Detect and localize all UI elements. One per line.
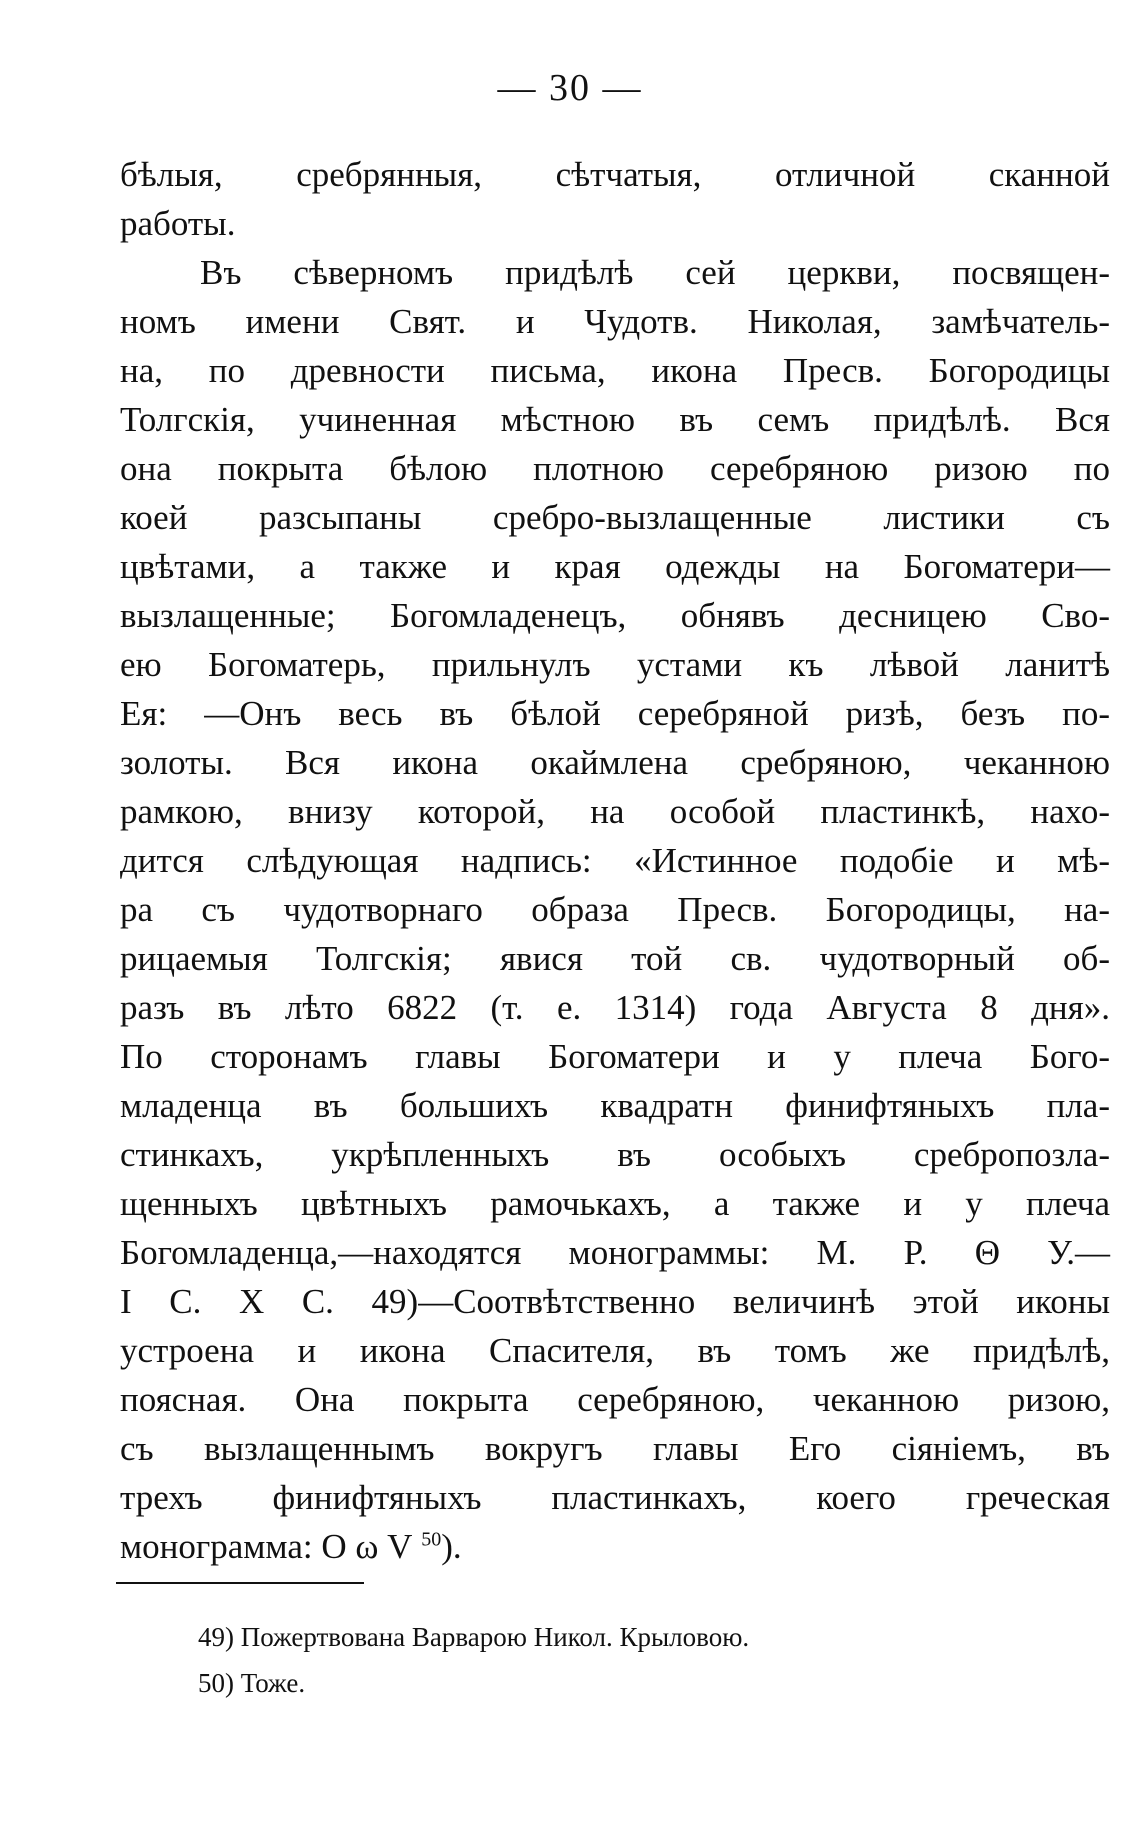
monogram-text: монограмма: О ω V: [120, 1527, 413, 1566]
footnote-49: 49) Пожертвована Варварою Никол. Крыловою.: [198, 1622, 750, 1652]
text-line: Богомладенца,—находятся монограммы: М. Р. Θ У.—: [120, 1233, 1110, 1272]
text-line-final: [120, 1522, 1110, 1571]
text-line: По сторонамъ главы Богоматери и у плеча Бого-: [120, 1037, 1110, 1076]
text-line: младенца въ большихъ квадратн финифтяныхъ пла-: [120, 1086, 1110, 1125]
text-line: бѣлыя, сребрянныя, сѣтчатыя, отличной сканной: [120, 155, 1110, 194]
text-line: разъ въ лѣто 6822 (т. е. 1314) года Августа 8 дня».: [120, 988, 1110, 1027]
main-text: [120, 150, 1110, 1571]
text-line: цвѣтами, а также и края одежды на Богоматери—: [120, 547, 1110, 586]
text-line: щенныхъ цвѣтныхъ рамочькахъ, а также и у плеча: [120, 1184, 1110, 1223]
footnote-50: 50) Тоже.: [198, 1668, 306, 1698]
text-line: I С. X С. 49)—Соотвѣтственно величинѣ этой иконы: [120, 1282, 1110, 1321]
text-line: номъ имени Свят. и Чудотв. Николая, замѣчатель-: [120, 302, 1110, 341]
text-line: золоты. Вся икона окаймлена сребряною, чеканною: [120, 743, 1110, 782]
footnotes: [198, 1614, 749, 1706]
text-line: поясная. Она покрыта серебряною, чеканною ризою,: [120, 1380, 1110, 1419]
text-line: она покрыта бѣлою плотною серебряною ризою по: [120, 449, 1110, 488]
text-line: съ вызлащеннымъ вокругъ главы Его сіяніемъ, въ: [120, 1429, 1110, 1468]
text-line: рамкою, внизу которой, на особой пластинкѣ, нахо-: [120, 792, 1110, 831]
footnote-divider: [116, 1582, 364, 1584]
footnote-ref-50: 50: [421, 1528, 442, 1551]
text-line: Толгскія, учиненная мѣстною въ семъ придѣлѣ. Вся: [120, 400, 1110, 439]
text-line: стинкахъ, укрѣпленныхъ въ особыхъ сребропозла-: [120, 1135, 1110, 1174]
text-line: Ея: —Онъ весь въ бѣлой серебряной ризѣ, безъ по-: [120, 694, 1110, 733]
page-number: — 30 —: [497, 67, 643, 109]
text-line: на, по древности письма, икона Пресв. Богородицы: [120, 351, 1110, 390]
text-line: вызлащенные; Богомладенецъ, обнявъ десницею Сво-: [120, 596, 1110, 635]
text-line: коей разсыпаны сребро-вызлащенные листики съ: [120, 498, 1110, 537]
text-line: ра съ чудотворнаго образа Пресв. Богородицы, на-: [120, 890, 1110, 929]
text-line: устроена и икона Спасителя, въ томъ же придѣлѣ,: [120, 1331, 1110, 1370]
text-line: дится слѣдующая надпись: «Истинное подобіе и мѣ-: [120, 841, 1110, 880]
closing-punctuation: ).: [441, 1527, 462, 1566]
text-line: рицаемыя Толгскія; явися той св. чудотворный об-: [120, 939, 1110, 978]
text-line: ею Богоматерь, прильнулъ устами къ лѣвой ланитѣ: [120, 645, 1110, 684]
text-line: Въ сѣверномъ придѣлѣ сей церкви, посвящен-: [200, 253, 1110, 292]
text-line: трехъ финифтяныхъ пластинкахъ, коего греческая: [120, 1478, 1110, 1517]
text-line: работы.: [120, 204, 236, 243]
